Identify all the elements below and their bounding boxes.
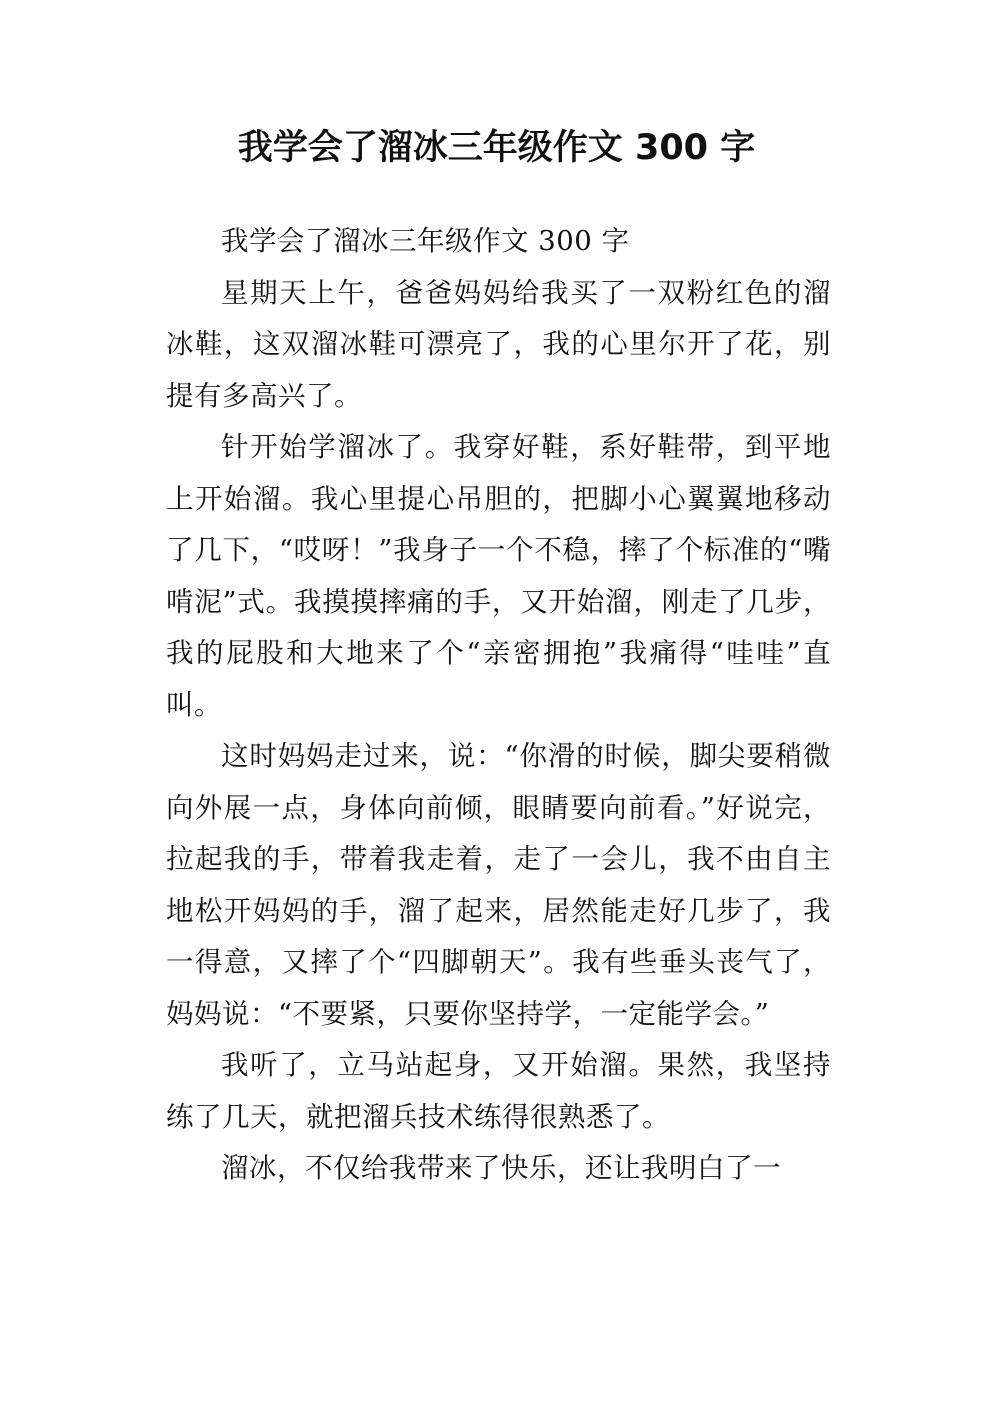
paragraph-2: 针开始学溜冰了。我穿好鞋，系好鞋带，到平地上开始溜。我心里提心吊胆的，把脚小心翼翼地移动了几下，“哎呀！”我身子一个不稳，摔了个标准的“嘴啃泥”式。我摸摸摔痛的手，又开始溜，刚走了几步，我的屁股和大地来了个“亲密拥抱”我痛得“哇哇”直叫。 [166,431,831,721]
paragraph-3: 这时妈妈走过来，说：“你滑的时候，脚尖要稍微向外展一点，身体向前倾，眼睛要向前看。”好说完，拉起我的手，带着我走着，走了一会儿，我不由自主地松开妈妈的手，溜了起来，居然能走好几步了，我一得意，又摔了个“四脚朝天”。我有些垂头丧气了，妈妈说：“不要紧，只要你坚持学，一定能学会。” [166,740,831,1030]
document-body [166,216,831,1195]
paragraph-1: 星期天上午，爸爸妈妈给我买了一双粉红色的溜冰鞋，这双溜冰鞋可漂亮了，我的心里尔开了花，别提有多高兴了。 [166,276,831,412]
paragraph-5: 溜冰，不仅给我带来了快乐，还让我明白了一 [221,1152,781,1184]
paragraph-4: 我听了，立马站起身，又开始溜。果然，我坚持练了几天，就把溜兵技术练得很熟悉了。 [166,1049,831,1133]
paragraph-heading-repeat: 我学会了溜冰三年级作文 300 字 [221,225,630,257]
document-title: 我学会了溜冰三年级作文 300 字 [237,128,756,168]
